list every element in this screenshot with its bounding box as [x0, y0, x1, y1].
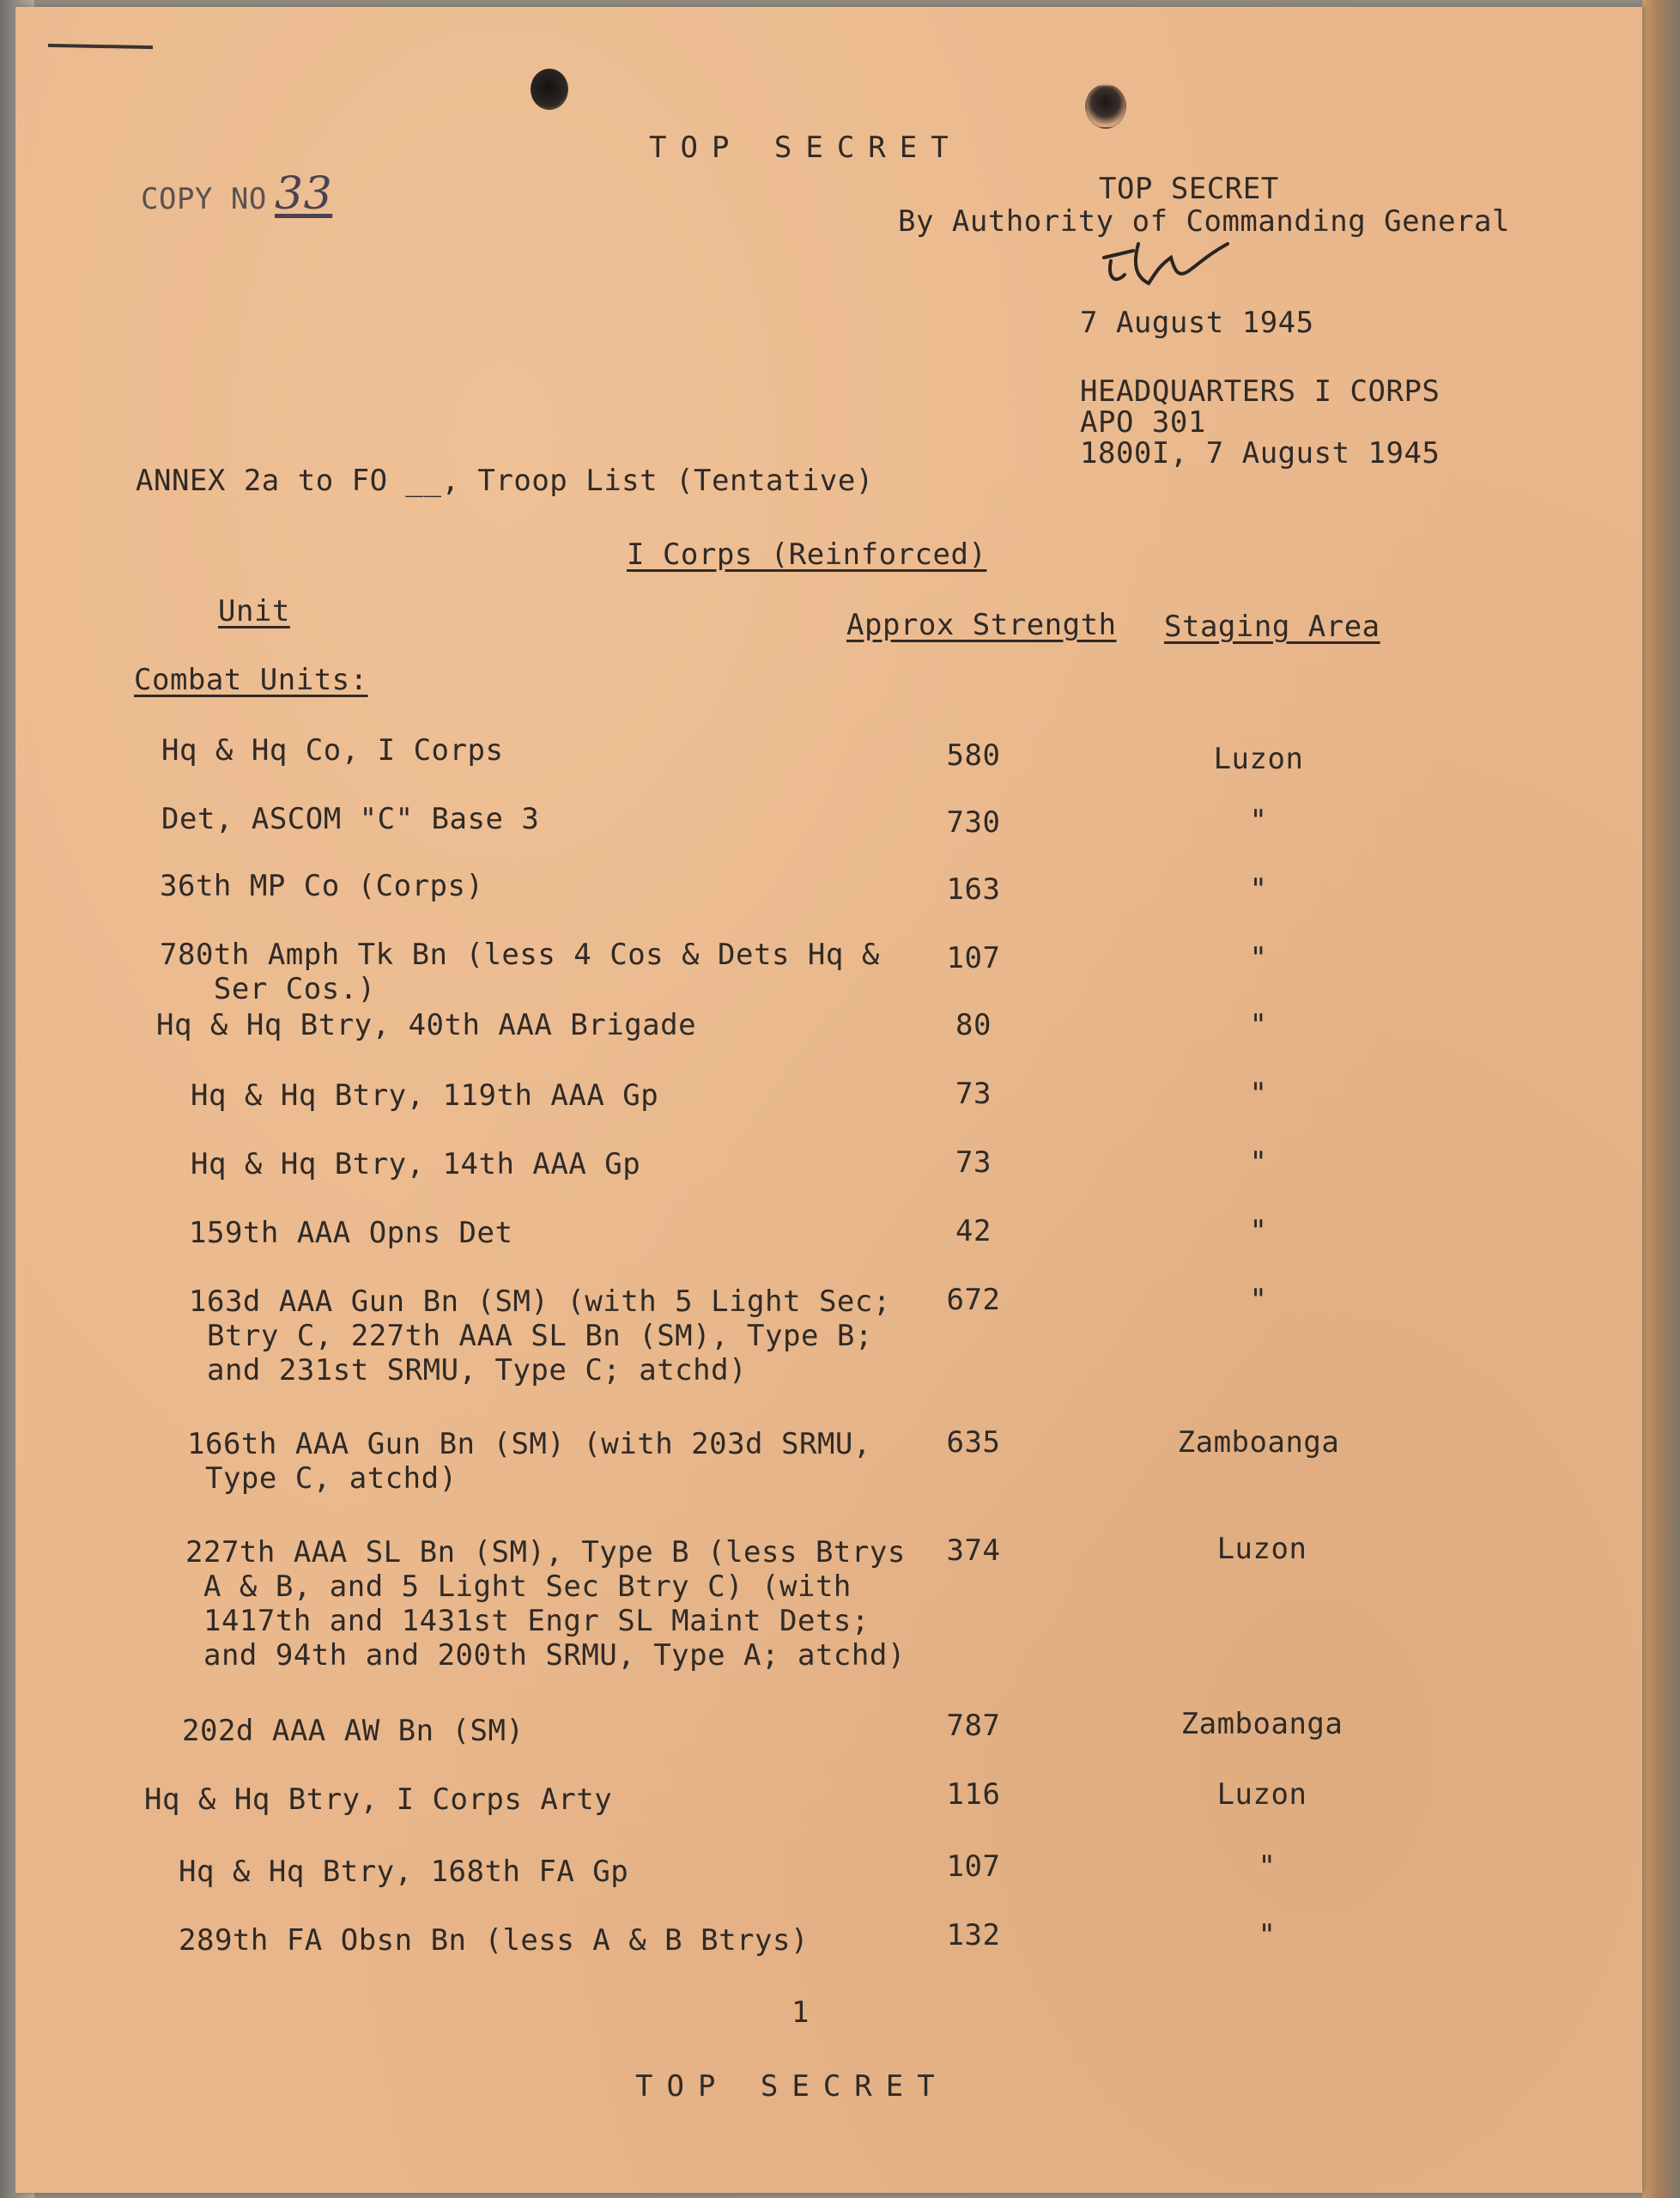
row-unit: Hq & Hq Btry, 168th FA Gp [179, 1855, 629, 1889]
row-strength: 42 [955, 1214, 992, 1248]
row-unit: Hq & Hq Btry, I Corps Arty [144, 1782, 613, 1817]
pencil-mark [48, 44, 153, 49]
row-unit: 36th MP Co (Corps) [160, 869, 484, 903]
row-unit: Hq & Hq Btry, 119th AAA Gp [191, 1078, 659, 1113]
row-unit: 159th AAA Opns Det [189, 1216, 513, 1250]
row-unit: 780th Amph Tk Bn (less 4 Cos & Dets Hq & Ser Cos.) [160, 938, 880, 1006]
row-unit: 289th FA Obsn Bn (less A & B Btrys) [179, 1923, 809, 1958]
row-unit: Hq & Hq Co, I Corps [161, 733, 504, 768]
classification-label: TOP SECRET [1099, 172, 1279, 206]
page-number: 1 [791, 1995, 810, 2030]
row-staging-area: " [1249, 804, 1268, 838]
annex-subtitle: I Corps (Reinforced) [627, 537, 987, 572]
row-staging-area: " [1249, 1145, 1268, 1180]
row-staging-area: Zamboanga [1177, 1425, 1340, 1460]
row-strength: 635 [946, 1425, 1001, 1460]
column-header-strength: Approx Strength [846, 608, 1117, 642]
row-strength: 73 [955, 1077, 992, 1111]
row-staging-area: " [1249, 1214, 1268, 1248]
row-strength: 116 [946, 1777, 1001, 1812]
row-staging-area: " [1249, 1283, 1268, 1317]
authority-line: By Authority of Commanding General [898, 204, 1510, 239]
row-staging-area: Luzon [1216, 1532, 1307, 1566]
row-staging-area: " [1249, 872, 1268, 907]
hq-line-2: APO 301 [1080, 405, 1206, 440]
row-strength: 672 [946, 1283, 1001, 1317]
copy-number-handwritten: 33 [275, 168, 333, 220]
row-unit: Hq & Hq Btry, 14th AAA Gp [191, 1147, 641, 1181]
row-staging-area: Luzon [1213, 742, 1304, 776]
row-staging-area: " [1249, 1077, 1268, 1111]
hq-line-3: 1800I, 7 August 1945 [1080, 436, 1440, 471]
document-date: 7 August 1945 [1080, 306, 1314, 340]
row-strength: 107 [946, 1849, 1001, 1884]
section-label-combat-units: Combat Units: [134, 663, 368, 697]
initials-signature [1099, 232, 1253, 290]
row-strength: 580 [946, 738, 1001, 773]
hq-line-1: HEADQUARTERS I CORPS [1080, 374, 1440, 409]
punch-hole-right [1085, 84, 1126, 129]
row-strength: 73 [955, 1145, 992, 1180]
row-unit: 227th AAA SL Bn (SM), Type B (less Btrys A & B, and 5 Light Sec Btry C) (with 1417th and 1431st Engr SL Maint Dets; and 94th and 200th SRMU, Type A; atchd) [185, 1535, 906, 1673]
top-secret-footer: TOP SECRET [635, 2069, 949, 2104]
annex-title: ANNEX 2a to FO __, Troop List (Tentative) [136, 464, 874, 498]
row-unit: 202d AAA AW Bn (SM) [182, 1714, 525, 1748]
row-unit: Hq & Hq Btry, 40th AAA Brigade [156, 1008, 697, 1042]
top-secret-header: TOP SECRET [649, 131, 962, 165]
punch-hole-left [531, 69, 568, 110]
background-right [1642, 0, 1680, 2198]
row-unit: 163d AAA Gun Bn (SM) (with 5 Light Sec; Btry C, 227th AAA SL Bn (SM), Type B; and 231st SRMU, Type C; atchd) [189, 1284, 891, 1387]
document-page [15, 7, 1642, 2193]
row-staging-area: " [1258, 1918, 1277, 1952]
column-header-unit: Unit [218, 594, 290, 628]
row-strength: 730 [946, 805, 1001, 840]
row-strength: 80 [955, 1008, 992, 1042]
copy-number-label: COPY NO [141, 182, 267, 216]
row-strength: 132 [946, 1918, 1001, 1952]
row-staging-area: Luzon [1216, 1777, 1307, 1812]
row-staging-area: " [1249, 1008, 1268, 1042]
row-staging-area: Zamboanga [1180, 1707, 1343, 1741]
row-staging-area: " [1249, 941, 1268, 975]
column-header-staging: Staging Area [1164, 610, 1380, 644]
row-strength: 787 [946, 1709, 1001, 1743]
row-staging-area: " [1258, 1849, 1277, 1884]
row-unit: Det, ASCOM "C" Base 3 [161, 802, 540, 836]
row-strength: 374 [946, 1533, 1001, 1568]
row-unit: 166th AAA Gun Bn (SM) (with 203d SRMU, Type C, atchd) [187, 1427, 871, 1496]
row-strength: 163 [946, 872, 1001, 907]
row-strength: 107 [946, 941, 1001, 975]
